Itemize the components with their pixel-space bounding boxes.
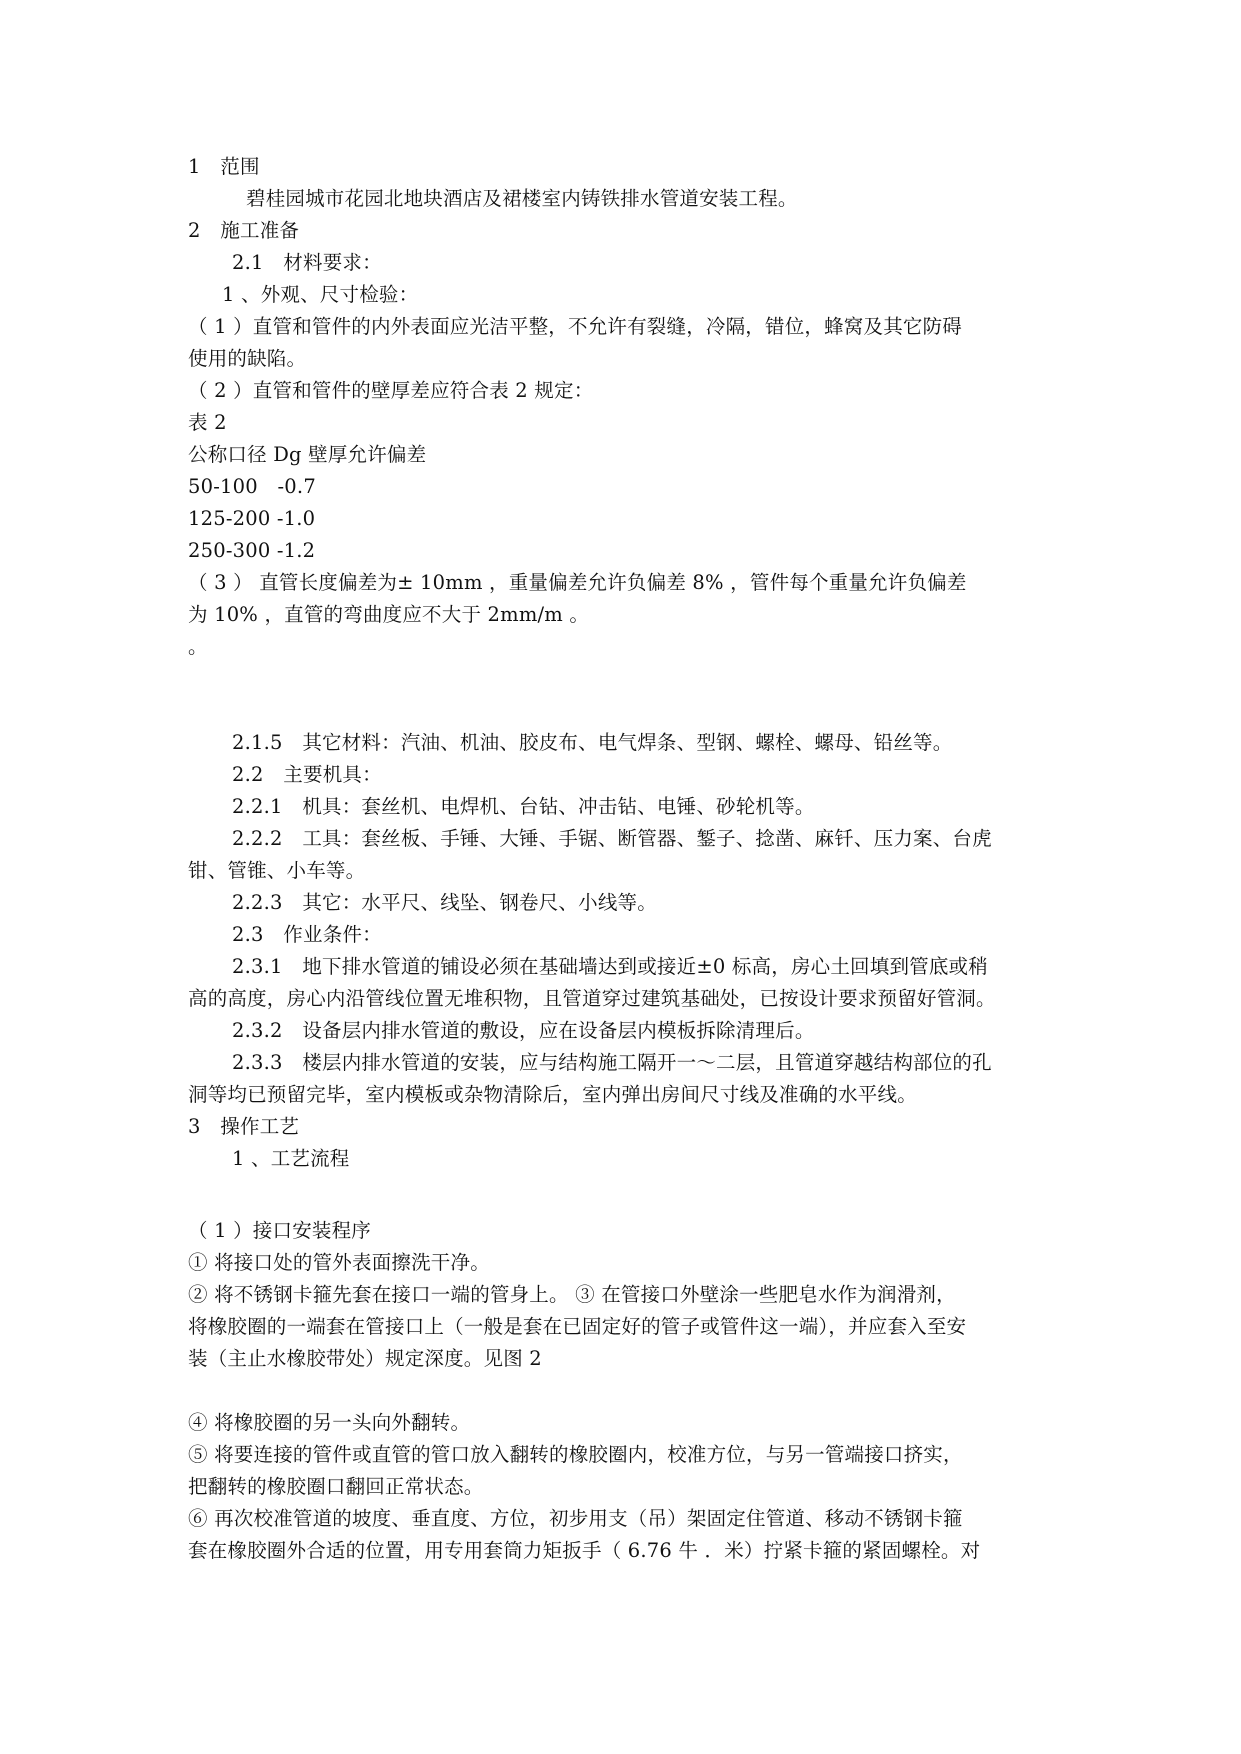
paragraph-line: 2.3.3 楼层内排水管道的安装，应与结构施工隔开一～二层，且管道穿越结构部位的孔 bbox=[232, 1051, 992, 1074]
paragraph-line: 高的高度，房心内沿管线位置无堆积物，且管道穿过建筑基础处，已按设计要求预留好管洞。 bbox=[188, 987, 996, 1010]
paragraph-line: 使用的缺陷。 bbox=[188, 347, 307, 370]
paragraph-line: 把翻转的橡胶圈口翻回正常状态。 bbox=[188, 1475, 484, 1498]
paragraph-line: 2.2.2 工具：套丝板、手锤、大锤、手锯、断管器、錾子、捻凿、麻钎、压力案、台虎 bbox=[232, 827, 992, 850]
section-heading: 2 施工准备 bbox=[188, 219, 300, 242]
paragraph-line: 2.2.1 机具：套丝机、电焊机、台钻、冲击钻、电锤、砂轮机等。 bbox=[232, 795, 815, 818]
table-row: 50-100 -0.7 bbox=[188, 475, 316, 498]
paragraph-line: （ 2 ）直管和管件的壁厚差应符合表 2 规定： bbox=[188, 379, 594, 402]
paragraph-line: 2.2.3 其它：水平尺、线坠、钢卷尺、小线等。 bbox=[232, 891, 657, 914]
paragraph-line: 2.1.5 其它材料：汽油、机油、胶皮布、电气焊条、型钢、螺栓、螺母、铅丝等。 bbox=[232, 731, 953, 754]
subsection-heading: 2.3 作业条件： bbox=[232, 923, 382, 946]
paragraph-line: 。 bbox=[188, 635, 208, 658]
paragraph-line: 碧桂园城市花园北地块酒店及裙楼室内铸铁排水管道安装工程。 bbox=[246, 187, 798, 210]
table-caption: 表 2 bbox=[188, 411, 227, 434]
paragraph-line: 1 、外观、尺寸检验： bbox=[222, 283, 419, 306]
paragraph-line: 2.3.2 设备层内排水管道的敷设，应在设备层内模板拆除清理后。 bbox=[232, 1019, 815, 1042]
paragraph-line: ⑥ 再次校准管道的坡度、垂直度、方位，初步用支（吊）架固定住管道、移动不锈钢卡箍 bbox=[188, 1507, 963, 1530]
paragraph-line: 装（主止水橡胶带处）规定深度。见图 2 bbox=[188, 1347, 542, 1370]
paragraph-line: 2.3.1 地下排水管道的铺设必须在基础墙达到或接近±0 标高，房心土回填到管底或稍 bbox=[232, 955, 988, 978]
paragraph-line: （ 1 ）接口安装程序 bbox=[188, 1219, 372, 1242]
paragraph-line: 套在橡胶圈外合适的位置，用专用套筒力矩扳手（ 6.76 牛 ．米）拧紧卡箍的紧固螺栓。对 bbox=[188, 1539, 981, 1562]
paragraph-line: 钳、管锥、小车等。 bbox=[188, 859, 366, 882]
paragraph-line: ② 将不锈钢卡箍先套在接口一端的管身上。 ③ 在管接口外壁涂一些肥皂水作为润滑剂， bbox=[188, 1283, 956, 1306]
paragraph-line: ④ 将橡胶圈的另一头向外翻转。 bbox=[188, 1411, 471, 1434]
section-heading: 3 操作工艺 bbox=[188, 1115, 300, 1138]
subsection-heading: 2.1 材料要求： bbox=[232, 251, 382, 274]
subsection-heading: 2.2 主要机具： bbox=[232, 763, 382, 786]
table-row: 250-300 -1.2 bbox=[188, 539, 316, 562]
paragraph-line: （ 3 ） 直管长度偏差为± 10mm ，重量偏差允许负偏差 8% ，管件每个重量允许负偏差 bbox=[188, 571, 967, 594]
paragraph-line: 洞等均已预留完毕，室内模板或杂物清除后，室内弹出房间尺寸线及准确的水平线。 bbox=[188, 1083, 917, 1106]
paragraph-line: 将橡胶圈的一端套在管接口上（一般是套在已固定好的管子或管件这一端），并应套入至安 bbox=[188, 1315, 967, 1338]
paragraph-line: ⑤ 将要连接的管件或直管的管口放入翻转的橡胶圈内，校准方位，与另一管端接口挤实， bbox=[188, 1443, 963, 1466]
paragraph-line: （ 1 ）直管和管件的内外表面应光洁平整，不允许有裂缝，冷隔，错位，蜂窝及其它防碍 bbox=[188, 315, 963, 338]
paragraph-line: 为 10% ，直管的弯曲度应不大于 2mm/m 。 bbox=[188, 603, 590, 626]
table-header: 公称口径 Dg 壁厚允许偏差 bbox=[188, 443, 427, 466]
paragraph-line: ① 将接口处的管外表面擦洗干净。 bbox=[188, 1251, 490, 1274]
section-heading: 1 范围 bbox=[188, 155, 260, 178]
subsection-heading: 1 、工艺流程 bbox=[232, 1147, 350, 1170]
table-row: 125-200 -1.0 bbox=[188, 507, 316, 530]
